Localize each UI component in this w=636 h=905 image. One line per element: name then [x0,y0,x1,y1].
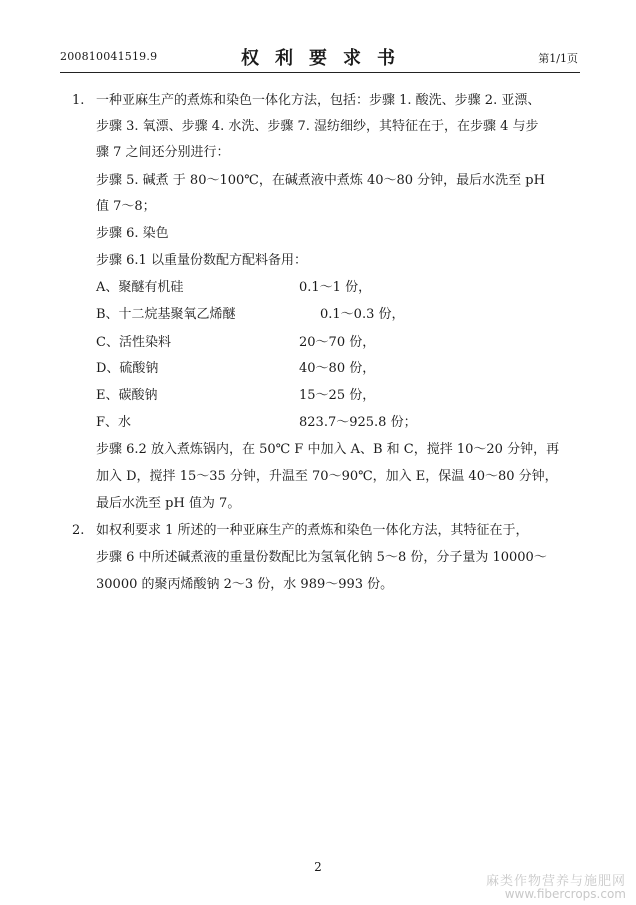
claim-2-number: 2. [72,523,85,538]
claim-1-line-7: 步骤 6.1 以重量份数配方配料备用： [96,253,307,268]
page-title: 权利要求书 [241,48,411,69]
material-c-amount: 20～70 份， [299,335,376,350]
material-e-amount: 15～25 份， [299,388,376,403]
material-b-amount: 0.1～0.3 份， [320,307,405,322]
claim-1-tail-line-1: 步骤 6.2 放入煮炼锅内，在 50℃ F 中加入 A、B 和 C，搅拌 10～20 分钟，再 [96,442,560,457]
material-d-amount: 40～80 份， [299,361,376,376]
claim-1-line-2: 步骤 3. 氧漂、步骤 4. 水洗、步骤 7. 湿纺细纱，其特征在于，在步骤 4 与步 [96,119,539,134]
material-d-name: D、硫酸钠 [96,361,159,376]
watermark-url: www.fibercrops.com [504,887,626,901]
claim-1-line-4: 步骤 5. 碱煮 于 80～100℃，在碱煮液中煮炼 40～80 分钟，最后水洗至 pH [96,173,545,188]
claim-2-line-2: 步骤 6 中所述碱煮液的重量份数配比为氢氧化钠 5～8 份，分子量为 10000～ [96,550,547,565]
claim-1-tail-line-2: 加入 D，搅拌 15～35 分钟，升温至 70～90℃，加入 E，保温 40～80 分钟， [96,469,558,484]
material-b-name: B、十二烷基聚氧乙烯醚 [96,307,236,322]
claim-1-line-6: 步骤 6. 染色 [96,226,169,241]
watermark-site-name: 麻类作物营养与施肥网 [485,874,626,889]
claim-1-tail-line-3: 最后水洗至 pH 值为 7。 [96,496,241,511]
material-a-name: A、聚醚有机硅 [96,280,184,295]
page-number: 2 [314,860,322,874]
claim-1-line-5: 值 7～8； [96,199,156,214]
claim-1-line-3: 骤 7 之间还分别进行： [96,145,230,160]
header-divider [60,72,580,73]
material-a-amount: 0.1～1 份， [299,280,372,295]
document-number: 200810041519.9 [60,50,158,63]
material-f-amount: 823.7～925.8 份； [299,415,417,430]
page-indicator: 第1/1页 [538,52,578,65]
material-e-name: E、碳酸钠 [96,388,158,403]
material-c-name: C、活性染料 [96,335,171,350]
claim-1-line-1: 一种亚麻生产的煮炼和染色一体化方法，包括：步骤 1. 酸洗、步骤 2. 亚漂、 [96,93,541,108]
claim-1-number: 1. [72,93,85,108]
claim-2-line-1: 如权利要求 1 所述的一种亚麻生产的煮炼和染色一体化方法，其特征在于， [96,523,529,538]
material-f-name: F、水 [96,415,132,430]
claim-2-line-3: 30000 的聚丙烯酸钠 2～3 份，水 989～993 份。 [96,577,394,592]
